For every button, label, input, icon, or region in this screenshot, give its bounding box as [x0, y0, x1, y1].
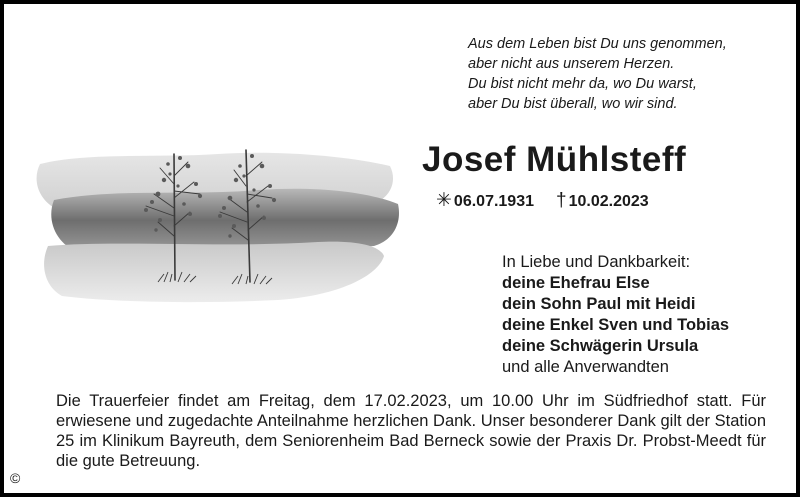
mourner-name: deine Enkel Sven und Tobias: [502, 316, 730, 334]
poem-line: aber nicht aus unserem Herzen.: [468, 56, 675, 72]
mourner-name: deine Schwägerin Ursula: [502, 337, 699, 355]
ceremony-text: Die Trauerfeier findet am Freitag, dem 17.02.2023, um 10.00 Uhr im Südfriedhof statt. Für erwiesene und zugedachte Anteilnahme herzlichen Dank. Unser besonderer Dank gilt der Station 25 im Klinikum Bayreuth, dem Seniorenheim Bad Berneck sowie der Praxis Dr. Probst-Meedt für die gute Betreuung.: [56, 392, 766, 470]
deceased-name: Josef Mühlsteff: [422, 140, 687, 179]
poem-line: Aus dem Leben bist Du uns genommen,: [468, 36, 727, 52]
poem-line: aber Du bist überall, wo wir sind.: [468, 96, 678, 112]
mourner-name: deine Ehefrau Else: [502, 274, 650, 292]
memorial-poem: [468, 34, 788, 114]
poem-line: Du bist nicht mehr da, wo Du warst,: [468, 76, 697, 92]
life-dates: [436, 189, 649, 212]
copyright-symbol: ©: [10, 470, 21, 486]
mourners-intro: In Liebe und Dankbarkeit:: [502, 253, 691, 271]
mourner-name: dein Sohn Paul mit Heidi: [502, 295, 696, 313]
death-date: 10.02.2023: [568, 193, 649, 210]
death-cross-icon: †: [556, 190, 567, 211]
mourners-closing: und alle Anverwandten: [502, 358, 669, 376]
mourners-list: [502, 252, 729, 378]
birth-date: 06.07.1931: [453, 193, 534, 210]
watercolor-trees-illustration: [18, 136, 418, 306]
birth-star-icon: ✳: [436, 190, 452, 211]
